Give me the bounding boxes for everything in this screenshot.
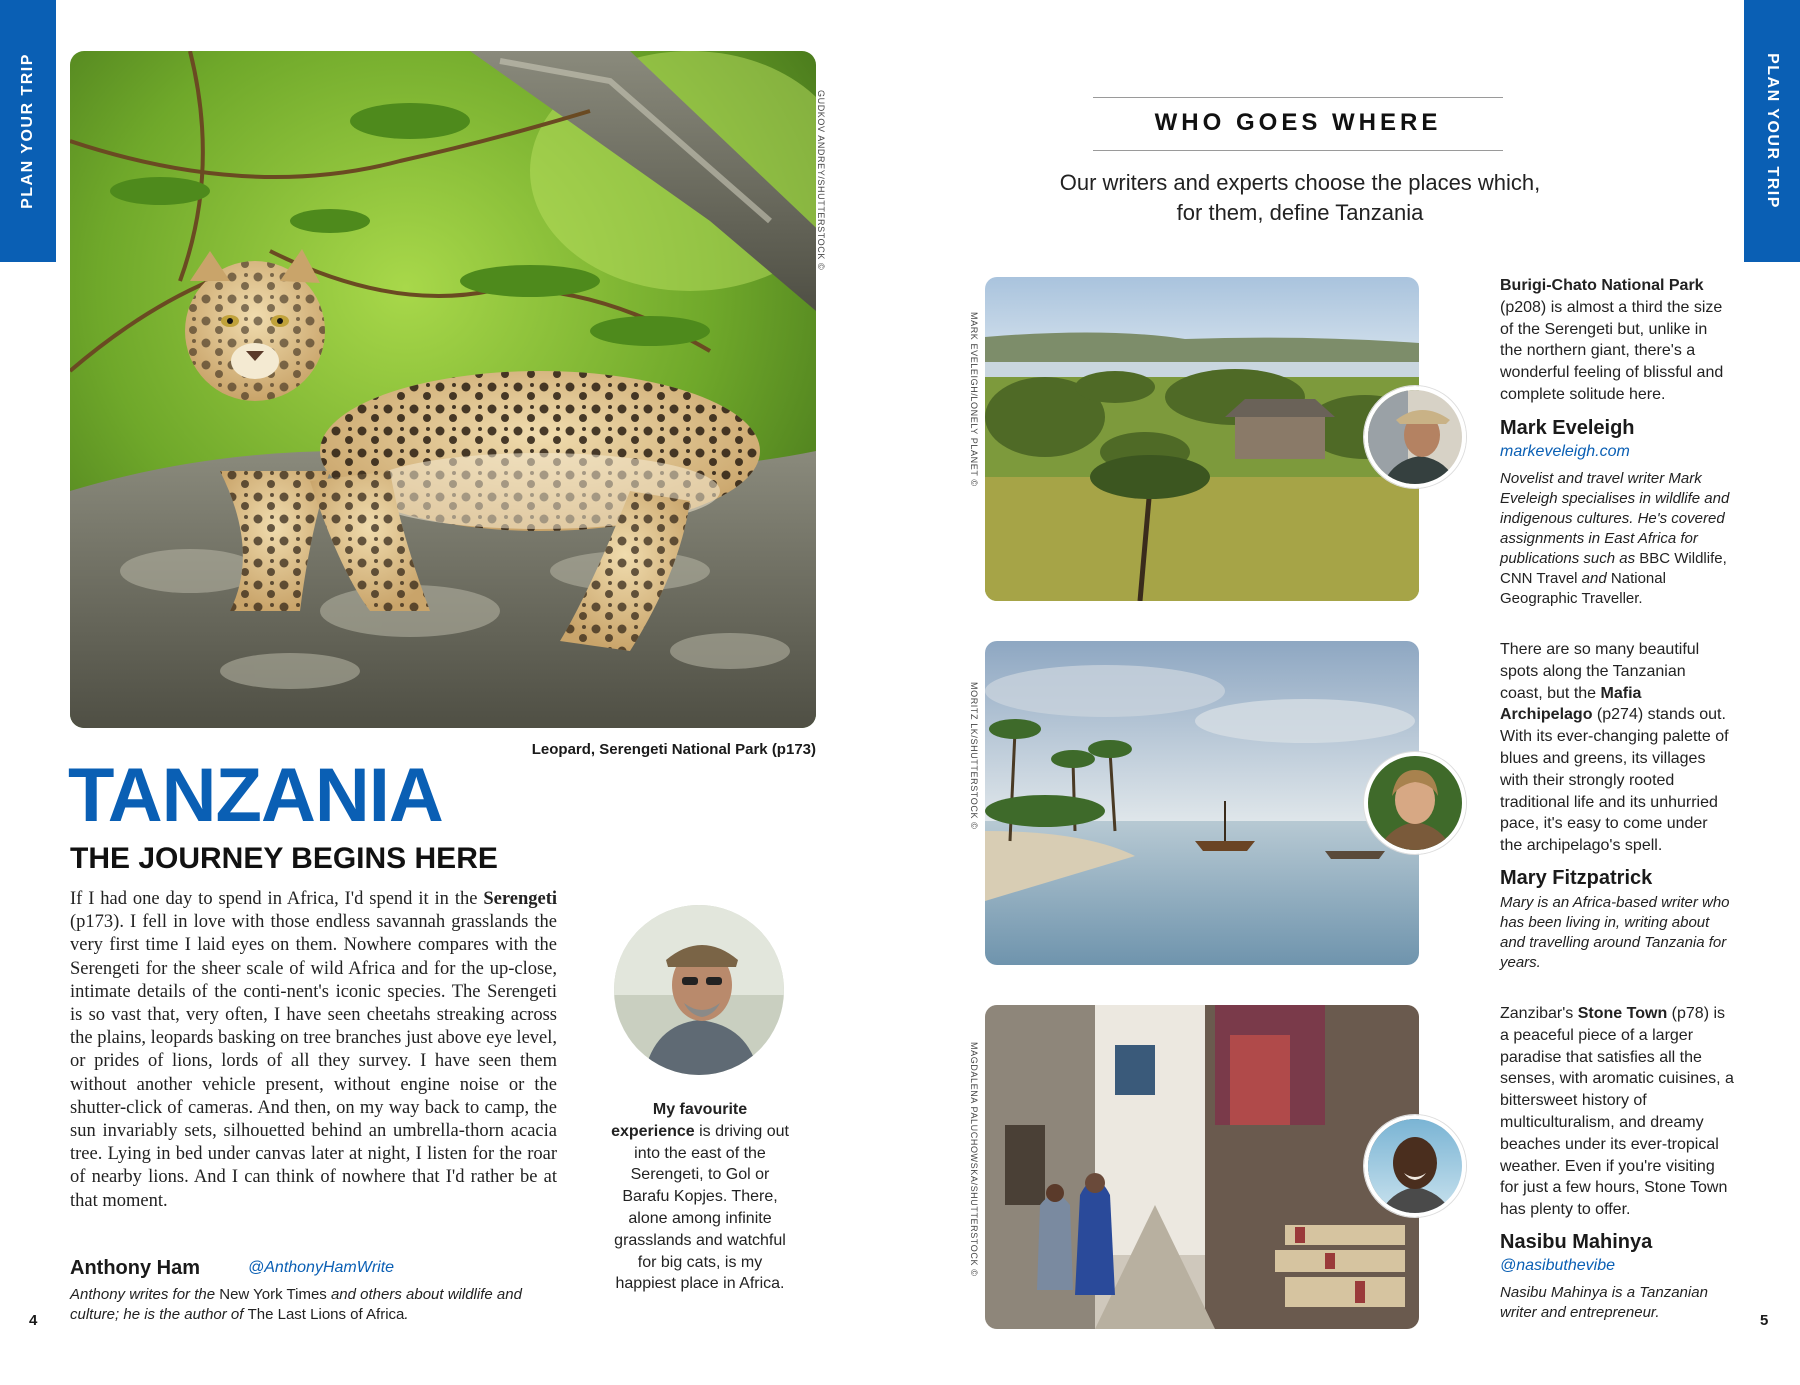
author-handle-link[interactable]: @AnthonyHamWrite	[248, 1259, 395, 1276]
page-number-left: 4	[29, 1312, 38, 1329]
blurb-mafia-archipelago: There are so many beautiful spots along the Tanzanian coast, but the Mafia Archipelago (p274) stands out. With its ever-changing palette of blues and greens, its villages with their strongly rooted traditional life and its unhurried pace, it's easy to come under the archipelago's spell.	[1500, 641, 1729, 855]
favourite-experience: My favourite experience is driving out into the east of the Serengeti, to Gol or Barafu Kopjes. There, alone among infinite grasslands and watchful for big cats, is my happiest place in Africa.	[611, 1101, 789, 1293]
hero-photo-credit: GUDKOV ANDREY/SHUTTERSTOCK ©	[816, 90, 826, 271]
heading-rule-bottom	[1093, 150, 1503, 151]
page-number-right: 5	[1760, 1312, 1769, 1329]
photo-mafia-archipelago	[985, 641, 1419, 965]
bio-nasibu-mahinya: Nasibu Mahinya is a Tanzanian writer and entrepreneur.	[1500, 1284, 1708, 1321]
plan-your-trip-tab-right	[1744, 0, 1800, 262]
avatar-mark-eveleigh	[1364, 386, 1466, 488]
photo-credit-1: MARK EVELEIGH/LONELY PLANET ©	[969, 312, 979, 487]
photo-credit-3: MAGDALENA PALUCHOWSKA/SHUTTERSTOCK ©	[969, 1042, 979, 1277]
serengeti-highlight: Serengeti	[483, 889, 557, 909]
photo-burigi-chato	[985, 277, 1419, 601]
blurb-burigi-chato: Burigi-Chato National Park (p208) is almost a third the size of the Serengeti but, unlike in the northern giant, there's a wonderful feeling of blissful and complete solitude here.	[1500, 277, 1724, 403]
heading-rule-top	[1093, 97, 1503, 98]
writer-link-nasibuthevibe[interactable]: @nasibuthevibe	[1500, 1257, 1615, 1274]
intro-paragraph: If I had one day to spend in Africa, I'd spend it in the Serengeti (p173). I fell in love with those endless savannah grasslands the very first time I laid eyes on them. Nowhere compares with the Serengeti for the sheer scale of wild Africa and for the up-close, intimate details of the conti-nent's iconic species. The Serengeti is so vast that, very often, I have seen cheetahs streaking across the plains, leopards basking on tree branches just above eye level, or prides of lions, lords of all they survey. I have seen them without another vehicle present, without engine noise or the shutter-click of cameras. And then, on my way back to camp, the sun invariably sets, silhouetted behind an umbrella-thorn acacia tree. Lying in bed under canvas later at night, I listen for the roar of nearby lions. And I can think of nowhere that I'd rather be at that moment.	[70, 889, 558, 1211]
writer-name-mary-fitzpatrick: Mary Fitzpatrick	[1500, 867, 1653, 889]
hero-photo-leopard	[70, 51, 816, 728]
avatar-nasibu-mahinya	[1364, 1115, 1466, 1217]
plan-your-trip-tab-left	[0, 0, 56, 262]
writer-link-markeveleigh[interactable]: markeveleigh.com	[1500, 443, 1630, 460]
who-goes-where-intro: Our writers and experts choose the places which, for them, define Tanzania	[1059, 170, 1541, 225]
avatar-mary-fitzpatrick	[1364, 752, 1466, 854]
writer-name-nasibu-mahinya: Nasibu Mahinya	[1500, 1231, 1653, 1253]
hero-caption: Leopard, Serengeti National Park (p173)	[531, 741, 816, 758]
tab-label: PLAN YOUR TRIP	[19, 53, 36, 209]
leopard-illustration	[70, 51, 816, 728]
blurb-stone-town: Zanzibar's Stone Town (p78) is a peaceful piece of a larger paradise that satisfies all the senses, with aromatic cuisines, a bittersweet history of multiculturalism, and dreamy beaches under its ever-tropical weather. Even if you're visiting for just a few hours, Stone Town has plenty to offer.	[1500, 1005, 1734, 1219]
who-goes-where-heading: WHO GOES WHERE	[1154, 109, 1442, 136]
author-portrait	[614, 905, 784, 1075]
photo-stone-town	[985, 1005, 1419, 1329]
bio-mary-fitzpatrick: Mary is an Africa-based writer who has been living in, writing about and travelling around Tanzania for years.	[1500, 894, 1730, 971]
writer-name-mark-eveleigh: Mark Eveleigh	[1500, 417, 1635, 439]
photo-credit-2: MORITZ LK/SHUTTERSTOCK ©	[969, 682, 979, 830]
bio-mark-eveleigh: Novelist and travel writer Mark Eveleigh specialises in wildlife and indigenous cultures. He's covered assignments in East Africa for publications such as BBC Wildlife, CNN Travel and National Geographic Traveller.	[1500, 470, 1730, 607]
page-subtitle: THE JOURNEY BEGINS HERE	[70, 842, 498, 875]
page-title: TANZANIA	[68, 753, 443, 838]
author-bio: Anthony writes for the New York Times and others about wildlife and culture; he is the author of The Last Lions of Africa.	[70, 1286, 522, 1323]
tab-label: PLAN YOUR TRIP	[1764, 53, 1781, 209]
author-name: Anthony Ham	[70, 1257, 200, 1279]
